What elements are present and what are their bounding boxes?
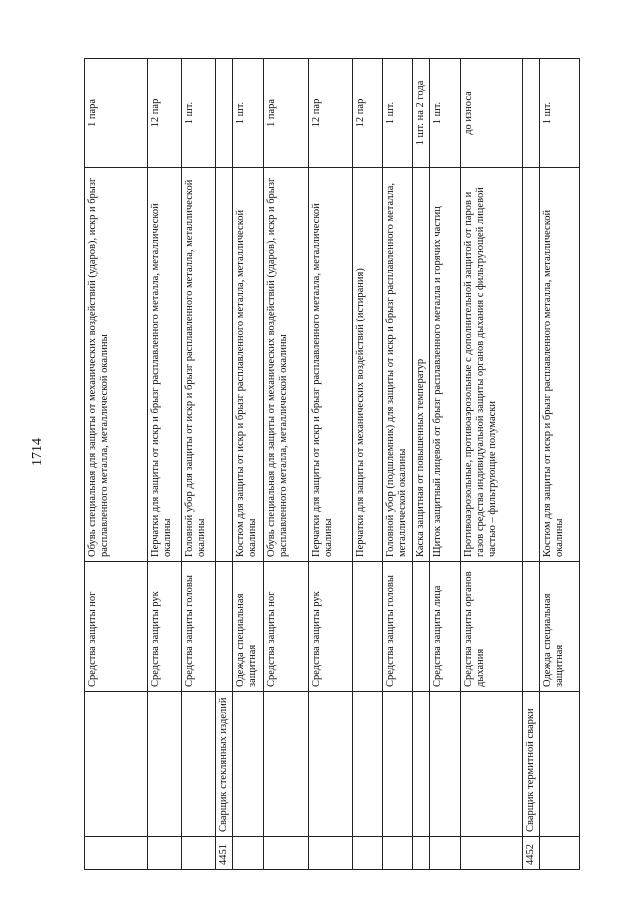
row-norm: 1 шт. [430,59,461,168]
row-profession [430,692,461,837]
row-profession: Сварщик стеклянных изделий [216,692,233,837]
row-code [309,837,353,870]
row-norm [523,59,540,168]
row-item [216,168,233,562]
row-ppe-type: Средства защиты ног [264,562,309,692]
row-profession [85,692,148,837]
page-number: 1714 [30,438,45,466]
table-row [216,59,233,870]
row-ppe-type: Средства защиты рук [309,562,353,692]
table-row [353,59,383,870]
row-item: Обувь специальная для защиты от механических воздействий (ударов), искр и брызг расплавленного металла, металлической окалины [264,168,309,562]
table-row [461,59,523,870]
row-profession [233,692,264,837]
row-item: Обувь специальная для защиты от механических воздействий (ударов), искр и брызг расплавленного металла, металлической окалины [85,168,148,562]
table-row [413,59,430,870]
row-norm: 1 шт. [383,59,413,168]
row-ppe-type: Одежда специальная защитная [233,562,264,692]
row-item: Перчатки для защиты от механических воздействий (истирания) [353,168,383,562]
row-code [233,837,264,870]
row-item [523,168,540,562]
row-norm: 1 шт. на 2 года [413,59,430,168]
row-norm: 1 пара [85,59,148,168]
row-item: Головной убор (подшлемник) для защиты от искр и брызг расплавленного металла, металлической окалины [383,168,413,562]
row-profession: Сварщик термитной сварки [523,692,540,837]
row-ppe-type: Средства защиты лица [430,562,461,692]
row-ppe-type [353,562,383,692]
row-norm [216,59,233,168]
row-norm: 1 пара [264,59,309,168]
row-code [85,837,148,870]
row-norm: 1 шт. [182,59,216,168]
row-profession [353,692,383,837]
row-ppe-type: Средства защиты ног [85,562,148,692]
row-item: Щиток защитный лицевой от брызг расплавленного металла и горячих частиц [430,168,461,562]
row-code [148,837,182,870]
row-ppe-type: Средства защиты рук [148,562,182,692]
row-code [182,837,216,870]
row-norm: 12 пар [353,59,383,168]
row-ppe-type: Одежда специальная защитная [540,562,580,692]
row-code [353,837,383,870]
row-code [413,837,430,870]
row-ppe-type: Средства защиты органов дыхания [461,562,523,692]
row-profession [540,692,580,837]
row-norm: до износа [461,59,523,168]
row-norm: 1 шт. [540,59,580,168]
table-body [85,59,580,870]
row-profession [413,692,430,837]
table-row [264,59,309,870]
row-norm: 1 шт. [233,59,264,168]
row-ppe-type [413,562,430,692]
table-row [309,59,353,870]
row-ppe-type: Средства защиты головы [383,562,413,692]
row-norm: 12 пар [309,59,353,168]
row-profession [461,692,523,837]
row-profession [148,692,182,837]
row-ppe-type [216,562,233,692]
row-code: 4451 [216,837,233,870]
table-row [233,59,264,870]
row-code [264,837,309,870]
ppe-norms-table [84,58,580,870]
row-profession [383,692,413,837]
table-row [523,59,540,870]
row-item: Костюм для защиты от искр и брызг расплавленного металла, металлической окалины [233,168,264,562]
row-norm: 12 пар [148,59,182,168]
row-code [461,837,523,870]
table-row [540,59,580,870]
row-item: Каска защитная от повышенных температур [413,168,430,562]
row-profession [182,692,216,837]
table-row [430,59,461,870]
rotated-table-wrapper [84,59,565,870]
row-code [383,837,413,870]
row-item: Перчатки для защиты от искр и брызг расплавленного металла, металлической окалины [309,168,353,562]
row-item: Перчатки для защиты от искр и брызг расплавленного металла, металлической окалины [148,168,182,562]
table-row [182,59,216,870]
table-row [148,59,182,870]
row-code [430,837,461,870]
row-ppe-type [523,562,540,692]
row-ppe-type: Средства защиты головы [182,562,216,692]
row-item: Головной убор для защиты от искр и брызг расплавленного металла, металлической окалины [182,168,216,562]
row-item: Противоаэрозольные, противоаэрозольные с дополнительной защитой от паров и газов средства индивидуальной защиты органов дыхания с фильтрующей лицевой частью – фильтрующие полумаски [461,168,523,562]
row-profession [309,692,353,837]
row-item: Костюм для защиты от искр и брызг расплавленного металла, металлической окалины [540,168,580,562]
row-profession [264,692,309,837]
table-row [383,59,413,870]
table-row [85,59,148,870]
row-code: 4452 [523,837,540,870]
row-code [540,837,580,870]
